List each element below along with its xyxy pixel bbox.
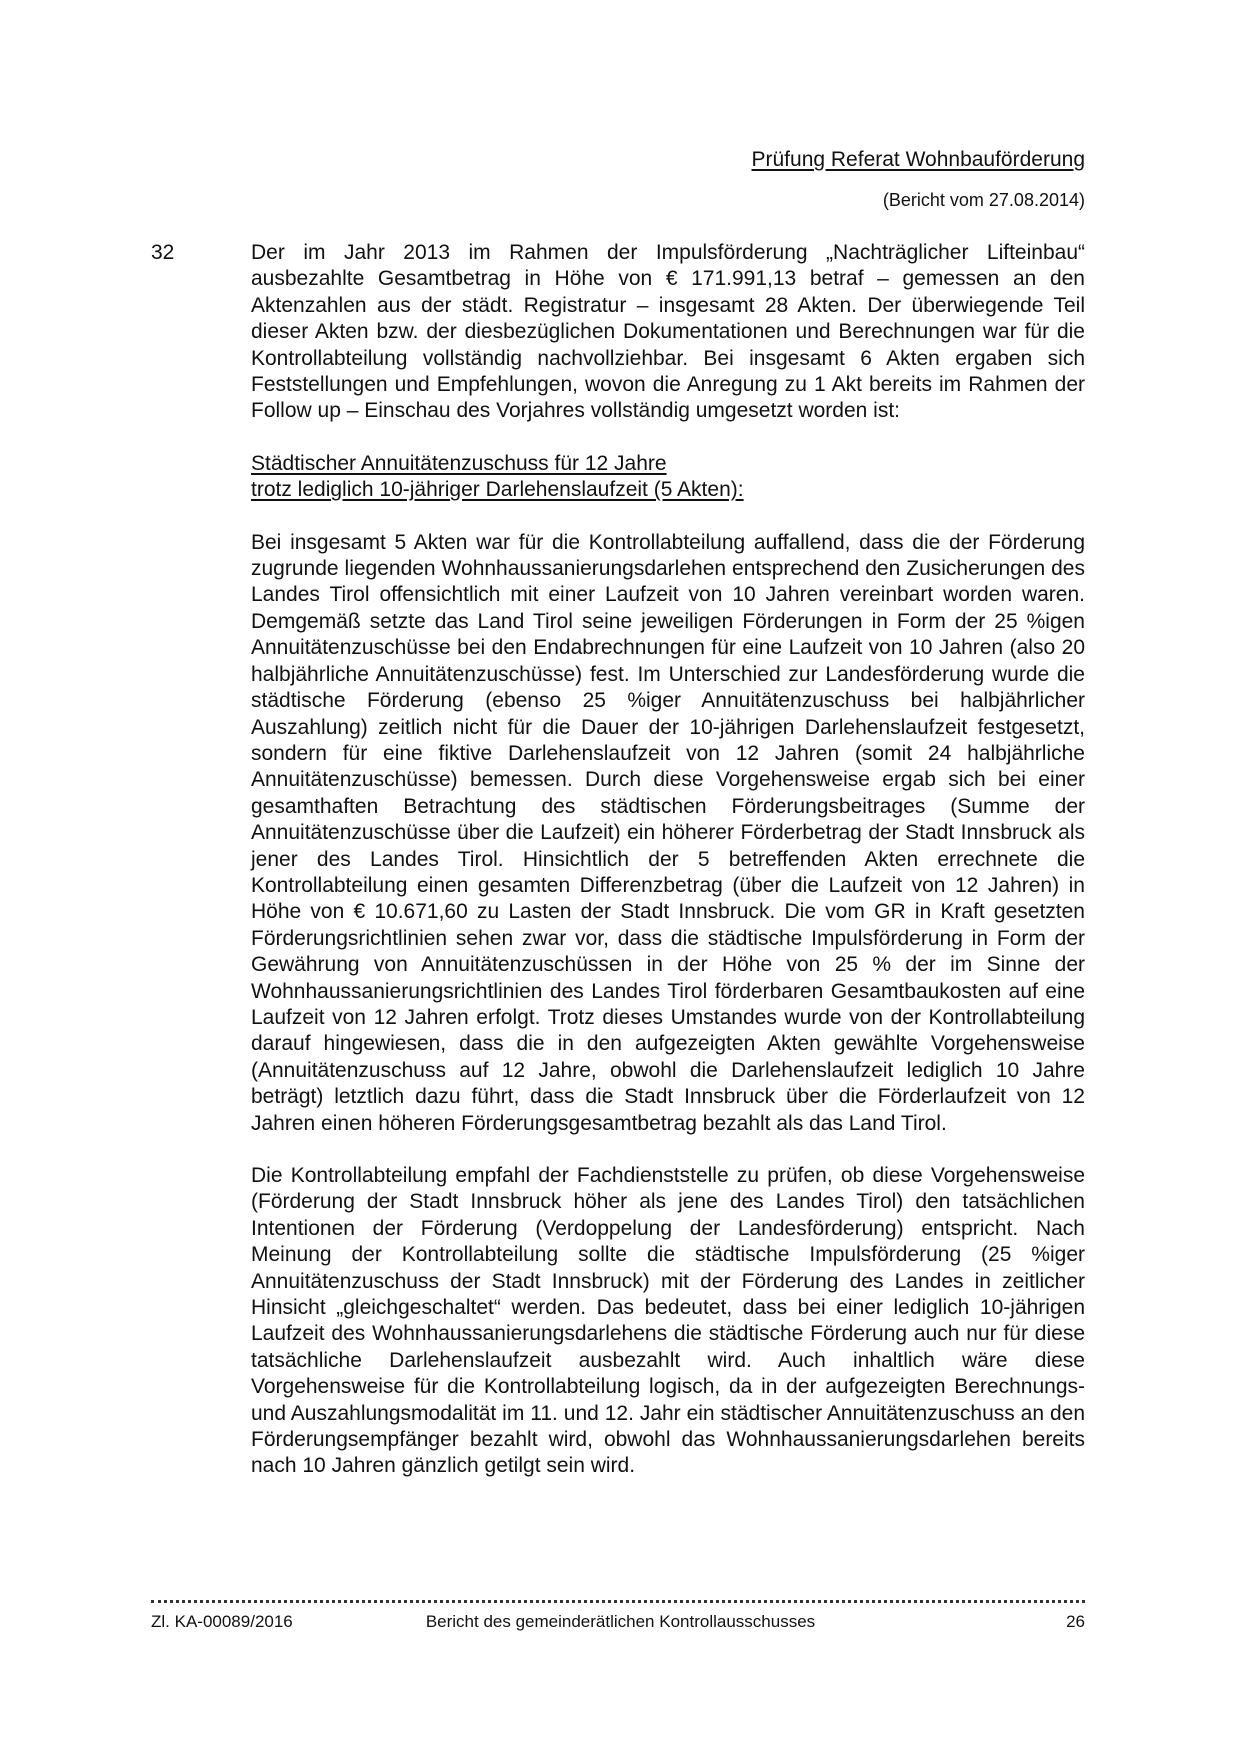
- footer-reference: Zl. KA-00089/2016: [151, 1612, 293, 1631]
- section-number: 32: [151, 241, 175, 264]
- recommendation-paragraph: Die Kontrollabteilung empfahl der Fachdienststelle zu prüfen, ob diese Vorgehensweise (Förderung der Stadt Innsbruck höher als jene des Landes Tirol) den tatsächlichen Intentionen der Förderung (Verdoppelung der Landesförderung) entspricht. Nach Meinung der Kontrollabteilung sollte die städtische Impulsförderung (25 %iger Annuitätenzuschuss der Stadt Innsbruck) mit der Förderung des Landes in zeitlicher Hinsicht „gleichgeschaltet“ werden. Das bedeutet, dass bei einer lediglich 10-jährigen Laufzeit des Wohnhaussanierungsdarlehens die städtische Förderung auch nur für diese tatsächliche Darlehenslaufzeit ausbezahlt wird. Auch inhaltlich wäre diese Vorgehensweise für die Kontrollabteilung logisch, da in der aufgezeigten Berechnungs- und Auszahlungsmodalität im 11. und 12. Jahr ein städtischer Annuitätenzuschuss an den Förderungsempfänger bezahlt wird, obwohl das Wohnhaussanierungsdarlehen bereits nach 10 Jahren gänzlich getilgt sein wird.: [251, 1164, 1085, 1478]
- intro-paragraph: Der im Jahr 2013 im Rahmen der Impulsförderung „Nachträglicher Lifteinbau“ ausbezahlte Gesamtbetrag in Höhe von € 171.991,13 betraf – gemessen an den Aktenzahlen aus der städt. Registratur – insgesamt 28 Akten. Der überwiegende Teil dieser Akten bzw. der diesbezüglichen Dokumentationen und Berechnungen war für die Kontrollabteilung vollständig nachvollziehbar. Bei insgesamt 6 Akten ergaben sich Feststellungen und Empfehlungen, wovon die Anregung zu 1 Akt bereits im Rahmen der Follow up – Einschau des Vorjahres vollständig umgesetzt worden ist:: [251, 241, 1085, 423]
- subheading-line-1: Städtischer Annuitätenzuschuss für 12 Jahre: [251, 451, 667, 475]
- findings-paragraph: Bei insgesamt 5 Akten war für die Kontrollabteilung auffallend, dass die der Förderung zugrunde liegenden Wohnhaussanierungsdarlehen entsprechend den Zusicherungen des Landes Tirol offensichtlich mit einer Laufzeit von 10 Jahren vereinbart worden waren. Demgemäß setzte das Land Tirol seine jeweiligen Förderungen in Form der 25 %igen Annuitätenzuschüsse bei den Endabrechnungen für eine Laufzeit von 10 Jahren (also 20 halbjährliche Annuitätenzuschüsse) fest. Im Unterschied zur Landesförderung wurde die städtische Förderung (ebenso 25 %iger Annuitätenzuschuss bei halbjährlicher Auszahlung) zeitlich nicht für die Dauer der 10-jährigen Darlehenslaufzeit festgesetzt, sondern für eine fiktive Darlehenslaufzeit von 12 Jahren (somit 24 halbjährliche Annuitätenzuschüsse) bemessen. Durch diese Vorgehensweise ergab sich bei einer gesamthaften Betrachtung des städtischen Förderungsbeitrages (Summe der Annuitätenzuschüsse über die Laufzeit) ein höherer Förderbetrag der Stadt Innsbruck als jener des Landes Tirol. Hinsichtlich der 5 betreffenden Akten errechnete die Kontrollabteilung einen gesamten Differenzbetrag (über die Laufzeit von 12 Jahren) in Höhe von € 10.671,60 zu Lasten der Stadt Innsbruck. Die vom GR in Kraft gesetzten Förderungsrichtlinien sehen zwar vor, dass die städtische Impulsförderung in Form der Gewährung von Annuitätenzuschüssen in der Höhe von 25 % der im Sinne der Wohnhaussanierungsrichtlinien des Landes Tirol förderbaren Gesamtbaukosten auf eine Laufzeit von 12 Jahren erfolgt. Trotz dieses Umstandes wurde von der Kontrollabteilung darauf hingewiesen, dass die in den aufgezeigten Akten gewählte Vorgehensweise (Annuitätenzuschuss auf 12 Jahre, obwohl die Darlehenslaufzeit lediglich 10 Jahre beträgt) letztlich dazu führt, dass die Stadt Innsbruck über die Förderlaufzeit von 12 Jahren einen höheren Förderungsgesamtbetrag bezahlt als das Land Tirol.: [251, 530, 1085, 1135]
- subheading-line-2: trotz lediglich 10-jähriger Darlehenslaufzeit (5 Akten):: [251, 478, 744, 502]
- footer-title: Bericht des gemeinderätlichen Kontrollausschusses: [425, 1612, 816, 1631]
- page-number: 26: [1066, 1612, 1085, 1631]
- report-date: (Bericht vom 27.08.2014): [882, 190, 1085, 210]
- document-header-title: Prüfung Referat Wohnbauförderung: [751, 148, 1085, 171]
- footer-divider: [151, 1600, 1085, 1603]
- subheading: [251, 451, 1085, 504]
- section-content: [251, 240, 1085, 1480]
